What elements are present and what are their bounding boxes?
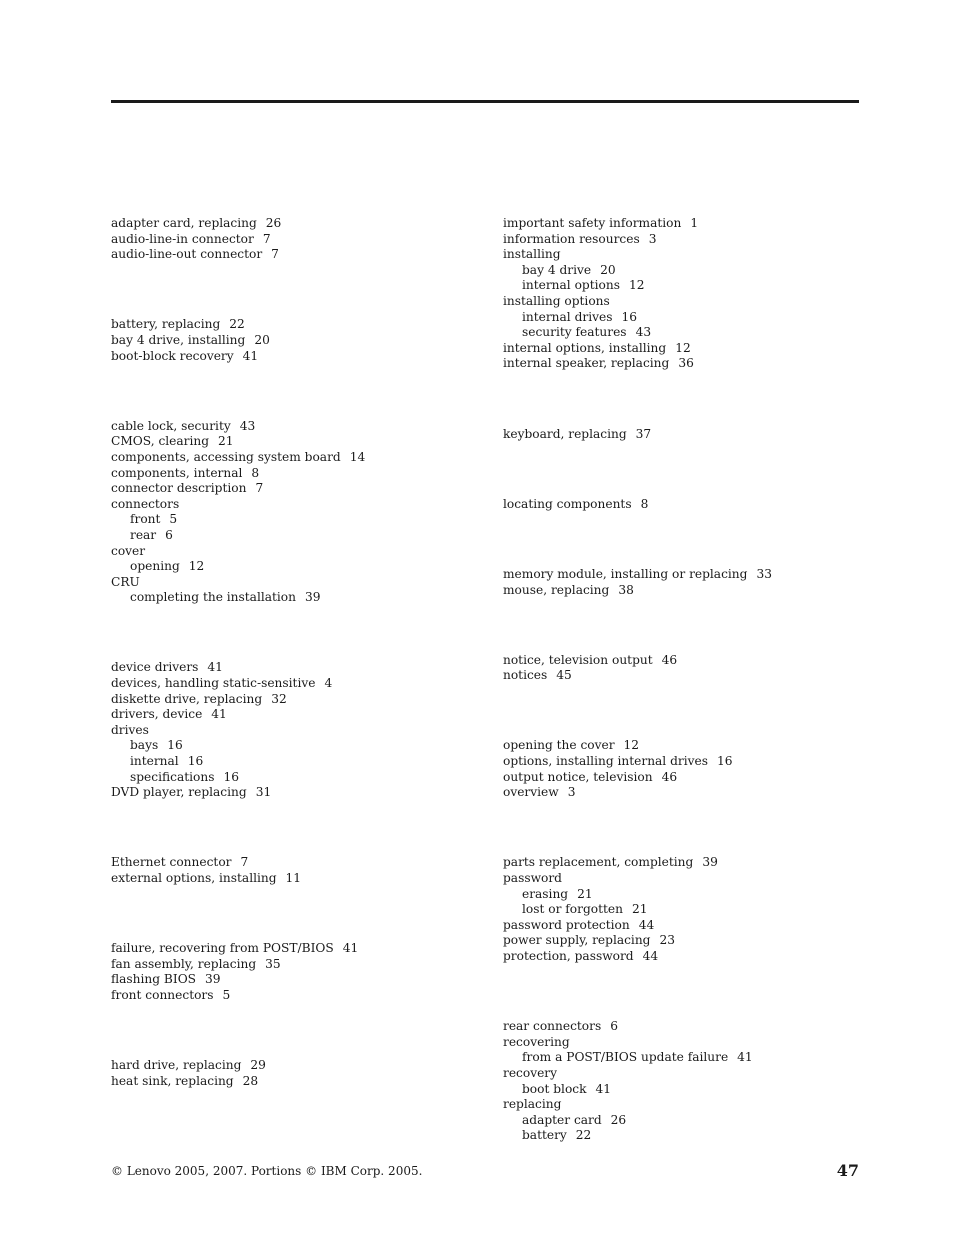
entry-term: parts replacement, completing — [503, 855, 694, 870]
letter-group — [503, 427, 863, 443]
index-entry — [503, 754, 863, 770]
entry-term: recovering — [503, 1034, 570, 1049]
entry-page-link[interactable]: 39 — [702, 855, 718, 870]
entry-page-link[interactable]: 41 — [737, 1050, 753, 1065]
entry-page-link[interactable]: 20 — [254, 332, 270, 347]
entry-term: mouse, replacing — [503, 582, 610, 597]
entry-term: notice, television output — [503, 652, 653, 667]
letter-group-gap — [111, 263, 491, 318]
index-entry — [503, 232, 863, 248]
entry-term: bays — [130, 738, 159, 753]
index-entry — [111, 660, 491, 676]
entry-page-link[interactable]: 14 — [349, 449, 366, 464]
index-entry — [503, 341, 863, 357]
entry-term: internal options — [522, 278, 620, 293]
index-entry — [503, 918, 863, 934]
entry-term: rear — [130, 527, 157, 542]
index-subentry — [503, 1050, 863, 1066]
entry-page-link[interactable]: 41 — [242, 348, 259, 363]
index-subentry — [111, 528, 491, 544]
index-entry — [503, 294, 863, 310]
index-subentry — [503, 325, 863, 341]
letter-group — [111, 660, 491, 800]
entry-page-link[interactable]: 41 — [207, 660, 223, 675]
letter-group-gap — [503, 801, 863, 856]
entry-term: connector description — [111, 481, 247, 496]
entry-page-link[interactable]: 43 — [635, 325, 652, 340]
entry-term: fan assembly, replacing — [111, 956, 257, 971]
letter-group-gap — [111, 606, 491, 661]
letter-group-gap — [503, 512, 863, 567]
letter-group-gap — [111, 364, 491, 419]
entry-page-link[interactable]: 1 — [690, 216, 699, 230]
index-subentry — [503, 278, 863, 294]
index-subentry — [111, 738, 491, 754]
index-entry — [503, 871, 863, 887]
letter-group-gap — [503, 372, 863, 427]
entry-page-link[interactable]: 20 — [600, 262, 616, 277]
entry-term: cover — [111, 543, 146, 558]
entry-term: drivers, device — [111, 707, 203, 722]
entry-term: device drivers — [111, 660, 199, 675]
letter-group — [111, 855, 491, 886]
entry-page-link[interactable]: 21 — [218, 434, 234, 449]
entry-term: installing — [503, 247, 561, 262]
entry-term: lost or forgotten — [522, 902, 623, 917]
entry-page-link[interactable]: 3 — [567, 785, 576, 800]
entry-page-link[interactable]: 44 — [642, 949, 659, 963]
entry-page-link[interactable]: 35 — [265, 956, 281, 971]
entry-term: boot block — [522, 1081, 587, 1096]
entry-term: cable lock, security — [111, 418, 231, 433]
letter-group — [503, 855, 863, 964]
index-entry — [503, 1035, 863, 1051]
index-entry — [111, 676, 491, 692]
entry-term: connectors — [111, 496, 180, 511]
index-entry — [503, 653, 863, 669]
entry-term: front — [130, 512, 161, 527]
entry-term: password — [503, 871, 562, 886]
entry-term: internal drives — [522, 309, 613, 324]
letter-group-gap — [503, 442, 863, 497]
index-subentry — [111, 512, 491, 528]
entry-term: failure, recovering from POST/BIOS — [111, 941, 334, 956]
entry-page-link[interactable]: 39 — [205, 972, 221, 987]
index-entry — [503, 1097, 863, 1113]
entry-page-link[interactable]: 3 — [648, 231, 657, 246]
entry-term: locating components — [503, 496, 632, 511]
entry-term: installing options — [503, 293, 610, 308]
entry-page-link[interactable]: 39 — [305, 590, 321, 605]
entry-term: components, accessing system board — [111, 449, 341, 464]
entry-term: internal speaker, replacing — [503, 356, 670, 371]
index-entry — [503, 497, 863, 513]
index-entry — [503, 770, 863, 786]
index-subentry — [503, 310, 863, 326]
index-entry — [503, 247, 863, 263]
index-entry — [503, 668, 863, 684]
index-entry — [111, 450, 491, 466]
index-subentry — [111, 559, 491, 575]
letter-group — [111, 216, 491, 263]
index-entry — [503, 785, 863, 801]
index-entry — [111, 333, 491, 349]
entry-term: recovery — [503, 1065, 558, 1080]
entry-term: opening the cover — [503, 738, 615, 753]
entry-term: internal — [130, 754, 179, 769]
entry-term: Ethernet connector — [111, 855, 232, 870]
entry-term: password protection — [503, 917, 630, 932]
index-entry — [111, 941, 491, 957]
letter-group-gap — [503, 598, 863, 653]
entry-term: audio-line-in connector — [111, 231, 254, 246]
page-number: 47 — [836, 1161, 859, 1180]
entry-term: important safety information — [503, 216, 682, 230]
index-column-left — [111, 216, 491, 1089]
index-subentry — [111, 754, 491, 770]
letter-group-gap — [111, 1004, 491, 1059]
top-rule — [111, 100, 859, 103]
entry-term: bay 4 drive, installing — [111, 332, 246, 347]
entry-page-link[interactable]: 5 — [222, 987, 231, 1002]
entry-term: replacing — [503, 1097, 562, 1112]
letter-group — [503, 653, 863, 684]
entry-page-link[interactable]: 23 — [659, 933, 675, 948]
entry-page-link[interactable]: 16 — [716, 754, 733, 769]
entry-page-link[interactable]: 22 — [229, 317, 245, 332]
entry-term: adapter card, replacing — [111, 216, 257, 230]
entry-page-link[interactable]: 12 — [188, 559, 205, 574]
entry-page-link[interactable]: 7 — [262, 231, 271, 246]
index-entry — [111, 349, 491, 365]
index-entry — [111, 247, 491, 263]
entry-page-link[interactable]: 11 — [285, 871, 302, 885]
entry-term: memory module, installing or replacing — [503, 566, 748, 581]
entry-page-link[interactable]: 5 — [169, 512, 178, 527]
letter-group-gap — [111, 801, 491, 856]
index-subentry — [111, 590, 491, 606]
entry-page-link[interactable]: 46 — [661, 652, 678, 667]
entry-term: DVD player, replacing — [111, 785, 247, 800]
entry-page-link[interactable]: 12 — [675, 340, 691, 355]
index-entry — [503, 933, 863, 949]
index-entry — [503, 583, 863, 599]
entry-page-link[interactable]: 8 — [640, 496, 649, 511]
index-entry — [503, 1066, 863, 1082]
entry-page-link[interactable]: 41 — [595, 1081, 612, 1096]
entry-term: external options, installing — [111, 871, 277, 885]
index-entry — [111, 216, 491, 232]
entry-page-link[interactable]: 7 — [271, 247, 279, 262]
index-entry — [111, 497, 491, 513]
entry-term: CRU — [111, 574, 140, 589]
entry-term: boot-block recovery — [111, 348, 234, 363]
entry-term: audio-line-out connector — [111, 247, 263, 262]
index-subentry — [503, 887, 863, 903]
entry-page-link[interactable]: 26 — [610, 1112, 627, 1127]
entry-page-link[interactable]: 36 — [678, 356, 694, 371]
entry-term: devices, handling static-sensitive — [111, 676, 316, 691]
index-entry — [111, 481, 491, 497]
entry-page-link[interactable]: 7 — [240, 855, 249, 870]
index-entry — [111, 466, 491, 482]
entry-page-link[interactable]: 12 — [623, 738, 640, 753]
entry-page-link[interactable]: 6 — [610, 1019, 618, 1034]
entry-term: completing the installation — [130, 590, 296, 605]
letter-group — [503, 738, 863, 800]
entry-term: keyboard, replacing — [503, 426, 627, 441]
index-entry — [503, 738, 863, 754]
entry-page-link[interactable]: 21 — [631, 902, 648, 917]
letter-group — [503, 567, 863, 598]
entry-page-link[interactable]: 16 — [167, 738, 183, 753]
entry-page-link[interactable]: 16 — [187, 754, 204, 769]
entry-page-link[interactable]: 38 — [618, 582, 634, 597]
index-subentry — [503, 902, 863, 918]
index-entry — [111, 723, 491, 739]
entry-term: battery, replacing — [111, 317, 221, 332]
entry-term: specifications — [130, 769, 215, 784]
letter-group — [111, 1058, 491, 1089]
entry-term: internal options, installing — [503, 340, 667, 355]
letter-group-gap — [111, 887, 491, 942]
index-subentry — [111, 770, 491, 786]
entry-term: front connectors — [111, 987, 214, 1002]
entry-term: hard drive, replacing — [111, 1058, 242, 1073]
index-column-right — [503, 216, 863, 1144]
index-entry — [111, 575, 491, 591]
index-entry — [111, 785, 491, 801]
letter-group — [503, 497, 863, 513]
entry-term: rear connectors — [503, 1019, 602, 1034]
entry-term: bay 4 drive — [522, 262, 592, 277]
entry-page-link[interactable]: 29 — [250, 1058, 266, 1073]
entry-page-link[interactable]: 32 — [271, 691, 287, 706]
letter-group — [111, 419, 491, 606]
entry-term: components, internal — [111, 465, 243, 480]
entry-page-link[interactable]: 4 — [324, 676, 333, 691]
index-entry — [111, 1058, 491, 1074]
index-entry — [503, 949, 863, 965]
index-entry — [111, 972, 491, 988]
letter-group — [111, 317, 491, 364]
entry-page-link[interactable]: 16 — [621, 309, 637, 324]
entry-term: erasing — [522, 886, 569, 901]
index-entry — [111, 707, 491, 723]
entry-page-link[interactable]: 45 — [556, 668, 572, 683]
entry-page-link[interactable]: 16 — [223, 769, 239, 784]
entry-page-link[interactable]: 41 — [211, 707, 227, 722]
index-entry — [503, 216, 863, 232]
index-entry — [111, 419, 491, 435]
entry-page-link[interactable]: 21 — [577, 886, 593, 901]
letter-group-gap — [503, 965, 863, 1020]
entry-term: notices — [503, 668, 548, 683]
entry-term: CMOS, clearing — [111, 434, 210, 449]
entry-term: flashing BIOS — [111, 972, 197, 987]
entry-term: drives — [111, 722, 149, 737]
index-subentry — [503, 263, 863, 279]
entry-page-link[interactable]: 26 — [265, 216, 282, 230]
entry-page-link[interactable]: 41 — [342, 941, 359, 956]
index-subentry — [503, 1082, 863, 1098]
letter-group — [503, 1019, 863, 1144]
entry-page-link[interactable]: 8 — [251, 465, 260, 480]
entry-term: heat sink, replacing — [111, 1073, 234, 1088]
index-entry — [503, 1019, 863, 1035]
entry-page-link[interactable]: 43 — [239, 418, 256, 433]
footer-copyright: © Lenovo 2005, 2007. Portions © IBM Corp. 2005. — [111, 1164, 423, 1178]
letter-group — [503, 216, 863, 372]
entry-term: opening — [130, 559, 180, 574]
entry-term: battery — [522, 1128, 567, 1143]
entry-term: protection, password — [503, 949, 634, 963]
index-entry — [503, 356, 863, 372]
entry-term: information resources — [503, 231, 640, 246]
entry-term: diskette drive, replacing — [111, 691, 263, 706]
index-entry — [111, 1074, 491, 1090]
index-entry — [111, 544, 491, 560]
index-entry — [111, 871, 491, 887]
entry-page-link[interactable]: 44 — [638, 917, 655, 932]
entry-page-link[interactable]: 7 — [255, 481, 264, 496]
index-entry — [503, 567, 863, 583]
entry-term: adapter card — [522, 1112, 602, 1127]
index-entry — [111, 692, 491, 708]
index-subentry — [503, 1113, 863, 1129]
index-subentry — [503, 1128, 863, 1144]
entry-term: output notice, television — [503, 769, 653, 784]
entry-page-link[interactable]: 12 — [628, 278, 645, 293]
entry-term: security features — [522, 325, 627, 340]
index-entry — [111, 232, 491, 248]
index-entry — [503, 855, 863, 871]
index-entry — [111, 855, 491, 871]
entry-term: overview — [503, 785, 559, 800]
letter-group-gap — [503, 684, 863, 739]
letter-group — [111, 941, 491, 1003]
entry-page-link[interactable]: 37 — [635, 426, 652, 441]
entry-page-link[interactable]: 6 — [165, 527, 173, 542]
entry-term: from a POST/BIOS update failure — [522, 1050, 729, 1065]
index-entry — [111, 434, 491, 450]
entry-term: power supply, replacing — [503, 933, 651, 948]
index-entry — [111, 317, 491, 333]
entry-page-link[interactable]: 22 — [575, 1128, 592, 1143]
entry-term: options, installing internal drives — [503, 754, 708, 769]
entry-page-link[interactable]: 28 — [242, 1073, 259, 1088]
entry-page-link[interactable]: 46 — [661, 769, 678, 784]
entry-page-link[interactable]: 31 — [255, 785, 272, 800]
index-entry — [111, 988, 491, 1004]
index-entry — [111, 957, 491, 973]
index-entry — [503, 427, 863, 443]
entry-page-link[interactable]: 33 — [756, 566, 772, 581]
